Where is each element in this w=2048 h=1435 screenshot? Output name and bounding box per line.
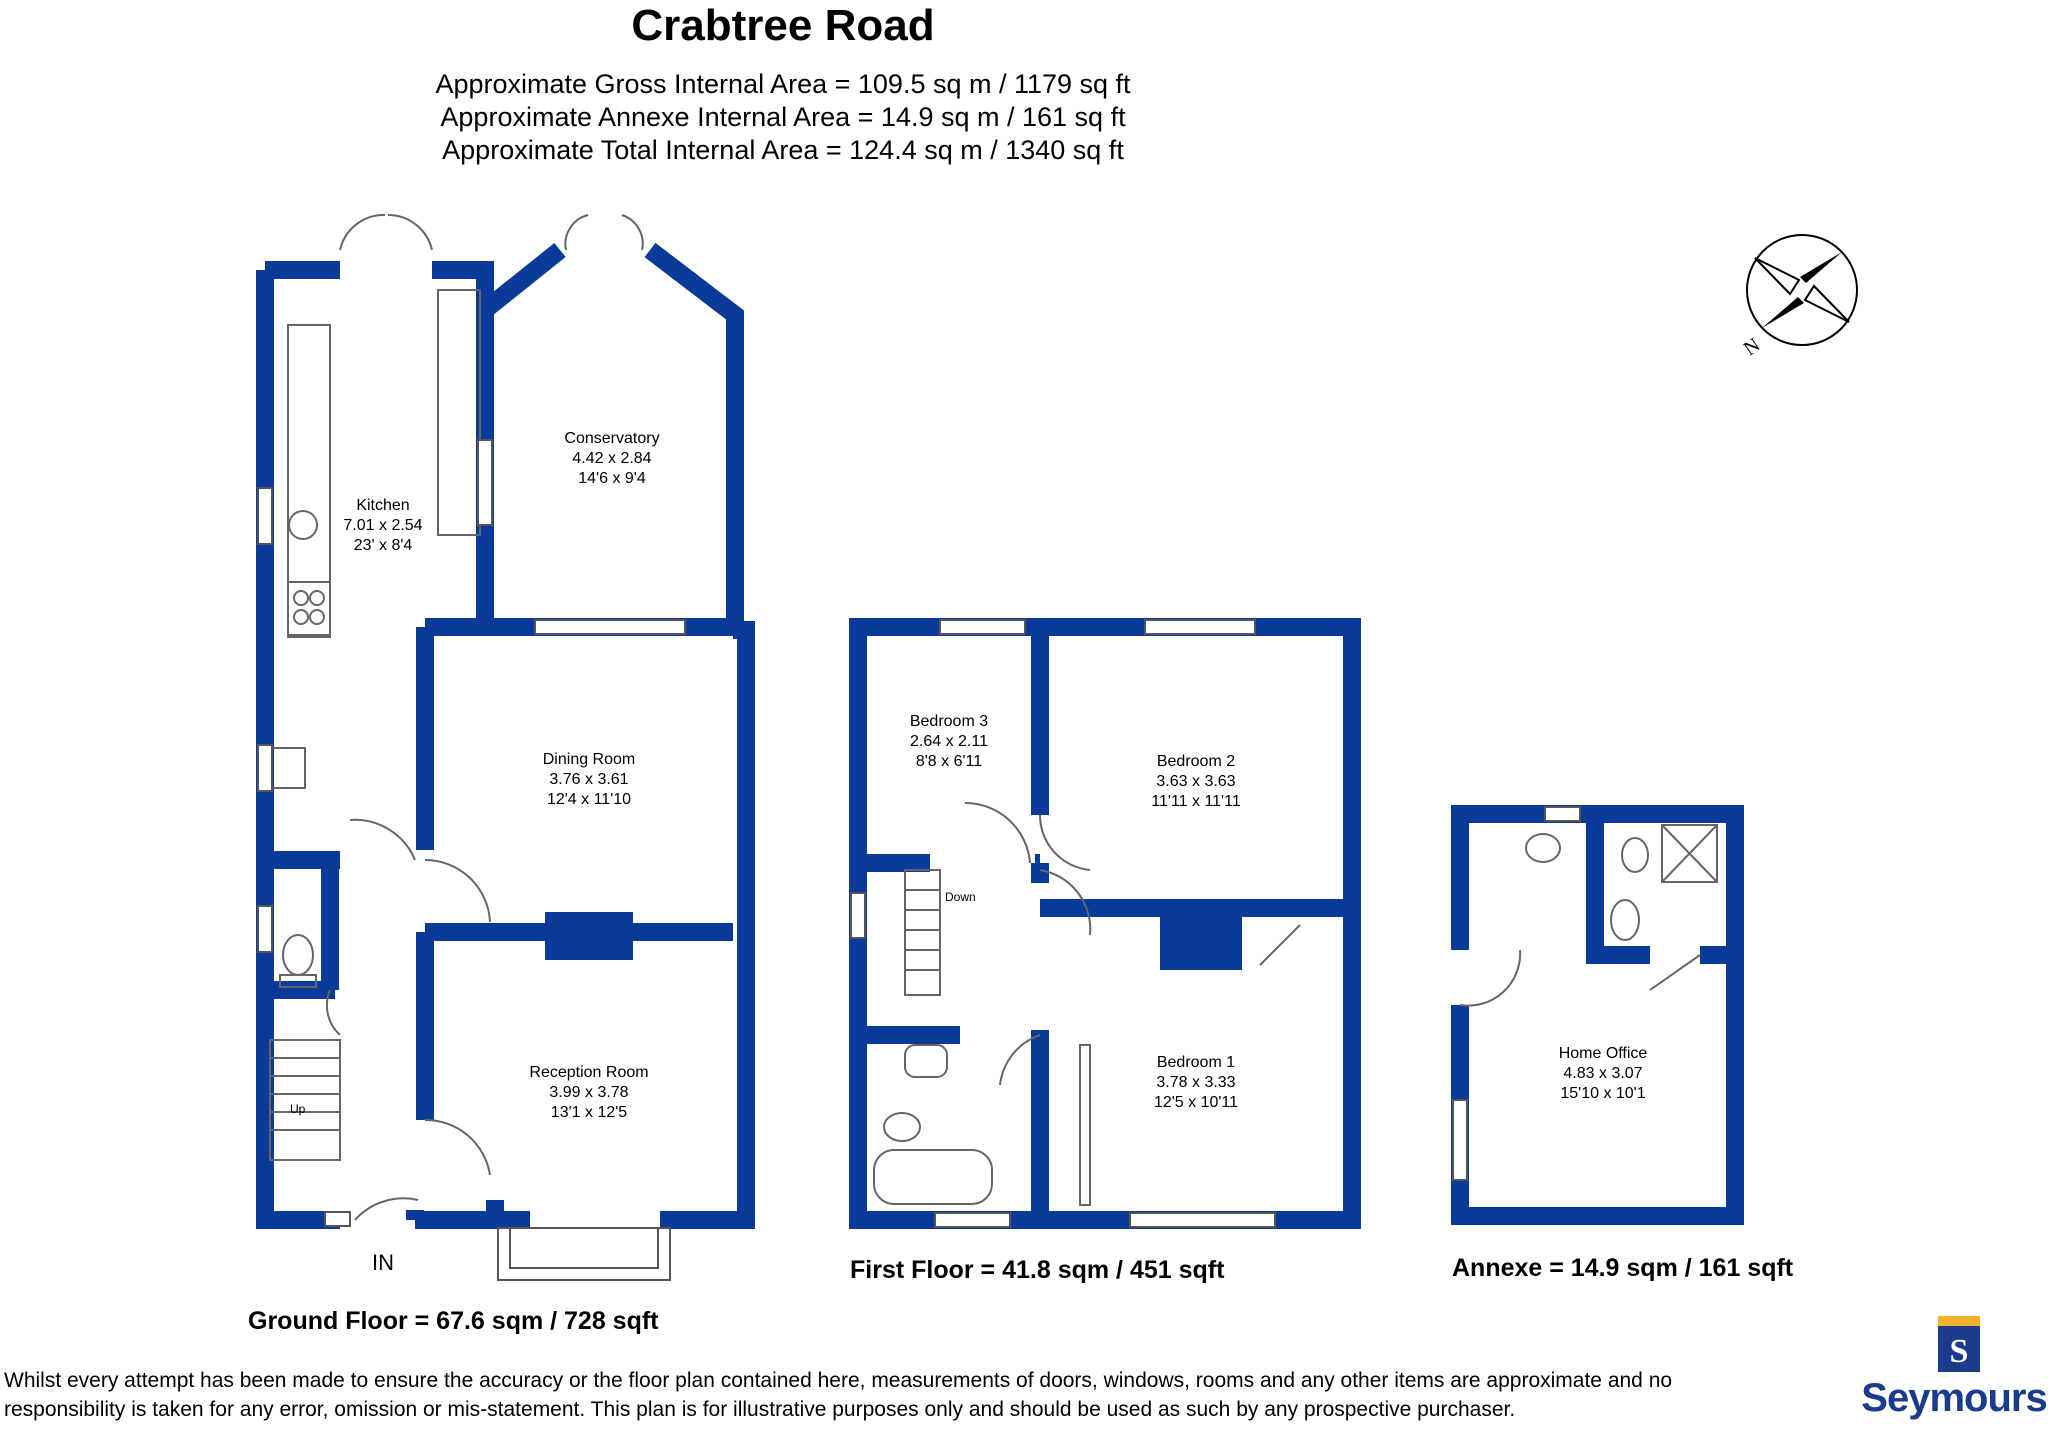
chimney-breast: [545, 912, 633, 960]
bedroom2-name: Bedroom 2: [1156, 753, 1236, 770]
first-floor-area: First Floor = 41.8 sqm / 451 sqft: [850, 1256, 1225, 1284]
ground-floor: [265, 250, 746, 1220]
bedroom1-imperial: 12'5 x 10'11: [1153, 1094, 1239, 1111]
disclaimer-line: responsibility is taken for any error, omission or mis-statement. This plan is for illustrative purposes only and should be used as such by any prospective purchaser.: [4, 1398, 1516, 1421]
reception-name: Reception Room: [529, 1064, 649, 1081]
reception-metric: 3.99 x 3.78: [549, 1084, 629, 1101]
office-imperial: 15'10 x 10'1: [1560, 1085, 1646, 1102]
kitchen-name: Kitchen: [356, 497, 410, 514]
room-label-bedroom2: [1126, 752, 1266, 812]
room-label-reception: [509, 1063, 669, 1123]
bedroom3-name: Bedroom 3: [909, 713, 989, 730]
bedroom1-metric: 3.78 x 3.33: [1156, 1074, 1236, 1091]
plan-title: Crabtree Road: [631, 1, 935, 50]
wc-wall: [265, 860, 340, 990]
annexe: [1460, 814, 1735, 1216]
dividing-wall: [425, 627, 733, 850]
bedroom3-metric: 2.64 x 2.11: [910, 733, 988, 750]
room-label-bedroom3: [879, 712, 1019, 772]
seymours-logo: [1860, 1316, 2048, 1426]
annexe-area-label: Annexe = 14.9 sqm / 161 sqft: [1452, 1254, 1794, 1282]
bedroom2-imperial: 11'11 x 11'11: [1151, 793, 1241, 810]
room-label-bedroom1: [1126, 1053, 1266, 1113]
logo-mark-icon: [1938, 1316, 1980, 1372]
annexe-windows: [1453, 807, 1580, 1180]
reception-imperial: 13'1 x 12'5: [550, 1104, 628, 1121]
room-label-office: [1533, 1044, 1673, 1104]
annexe-area: Approximate Annexe Internal Area = 14.9 sq m / 161 sq ft: [440, 102, 1126, 132]
disclaimer: [4, 1366, 1834, 1424]
room-label-kitchen: [313, 496, 453, 556]
kitchen-imperial: 23' x 8'4: [353, 537, 413, 554]
bathroom-wall: [858, 1035, 1040, 1220]
logo-letter: S: [1949, 1333, 1969, 1370]
conservatory-imperial: 14'6 x 9'4: [578, 470, 646, 487]
gross-area: Approximate Gross Internal Area = 109.5 sq m / 1179 sq ft: [435, 69, 1131, 99]
compass-north-label: N: [1739, 333, 1765, 361]
dining-imperial: 12'4 x 11'10: [546, 791, 632, 808]
compass-rose: [1747, 235, 1857, 345]
kitchen-metric: 7.01 x 2.54: [343, 517, 423, 534]
room-label-conservatory: [542, 429, 682, 489]
brand-name: Seymours: [1861, 1376, 2047, 1420]
room-label-dining: [519, 750, 659, 810]
office-name: Home Office: [1558, 1045, 1648, 1062]
ground-bay: [498, 1228, 670, 1280]
dining-metric: 3.76 x 3.61: [549, 771, 629, 788]
first-fixtures: [874, 803, 1300, 1205]
conservatory-metric: 4.42 x 2.84: [572, 450, 652, 467]
stairs-down-label: Down: [945, 890, 976, 904]
ground-floor-area: Ground Floor = 67.6 sqm / 728 sqft: [248, 1307, 659, 1335]
conservatory-name: Conservatory: [564, 430, 660, 447]
entrance-label: IN: [372, 1250, 394, 1275]
office-metric: 4.83 x 3.07: [1563, 1065, 1643, 1082]
disclaimer-line: Whilst every attempt has been made to ensure the accuracy or the floor plan contained here, measurements of doors, windows, rooms and any other items are approximate and no: [4, 1369, 1673, 1392]
stairs-up-label: Up: [290, 1102, 306, 1116]
ground-outer-wall: [265, 270, 746, 1220]
bedroom2-metric: 3.63 x 3.63: [1156, 773, 1236, 790]
bedroom3-imperial: 8'8 x 6'11: [915, 753, 983, 770]
total-area: Approximate Total Internal Area = 124.4 sq m / 1340 sq ft: [442, 135, 1124, 165]
dining-name: Dining Room: [542, 751, 636, 768]
first-chimney: [1160, 904, 1242, 970]
bedroom1-name: Bedroom 1: [1156, 1054, 1236, 1071]
